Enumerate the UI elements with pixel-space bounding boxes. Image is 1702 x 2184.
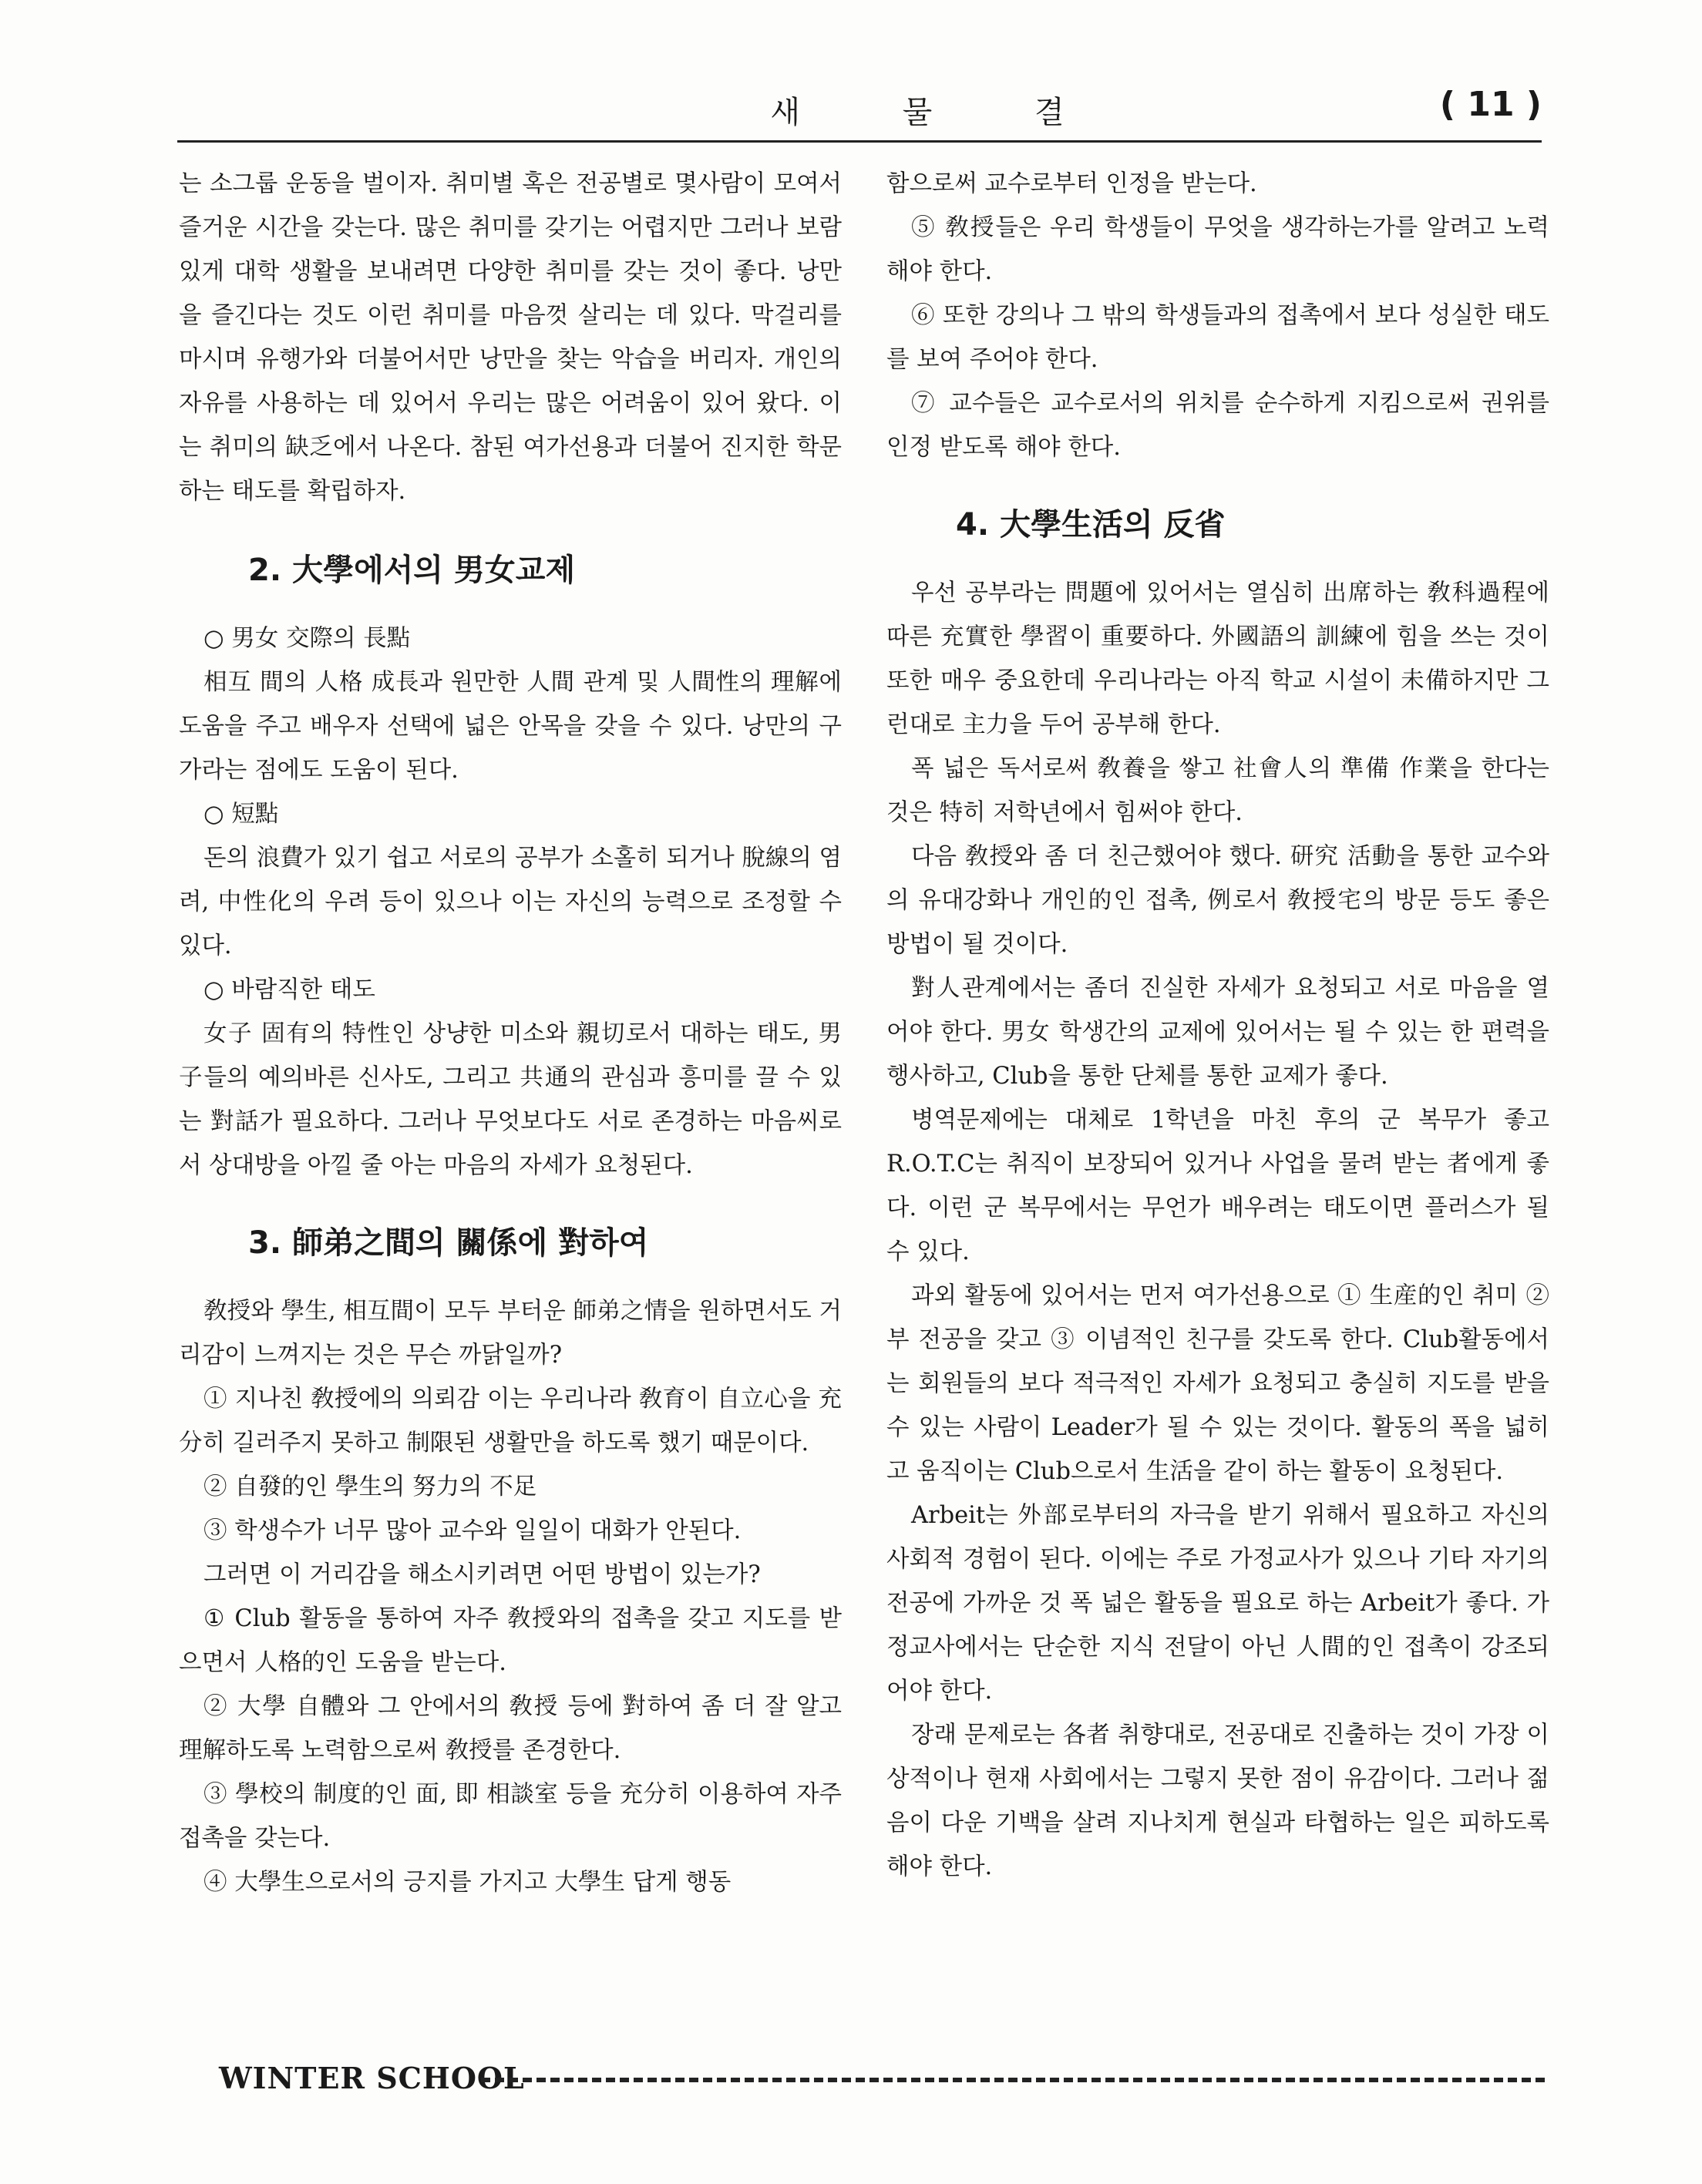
s2-cons-text: 돈의 浪費가 있기 쉽고 서로의 공부가 소홀히 되거나 脫線의 염려, 中性化의 우려 등이 있으나 이는 자신의 능력으로 조정할 수 있다. (179, 845, 842, 959)
right-column (886, 162, 1549, 1889)
right-intro-paragraph: ⑦ 교수들은 교수로서의 위치를 순수하게 지킴으로써 권위를 인정 받도록 해야 한다. (886, 390, 1549, 461)
s3-paragraph: ② 自發的인 學生의 努力의 不足 (204, 1473, 537, 1500)
s2-pros-label: ○ 男女 交際의 長點 (204, 625, 411, 652)
section-3-heading: 3. 師弟之間의 關係에 對하여 (248, 1225, 649, 1261)
s2-attitude-text: 女子 固有의 特性인 상냥한 미소와 親切로서 대하는 태도, 男子들의 예의바른 신사도, 그리고 共通의 관심과 흥미를 끌 수 있는 對話가 필요하다. 그러나 무엇보다도 서로 존경하는 마음씨로서 상대방을 아낄 줄 아는 마음의 자세가 요청된다. (179, 1020, 842, 1179)
header-rule (177, 140, 1542, 143)
s3-paragraph: ② 大學 自體와 그 안에서의 敎授 등에 對하여 좀 더 잘 알고 理解하도록 노력함으로써 敎授를 존경한다. (179, 1693, 842, 1764)
s4-paragraph: 장래 문제로는 各者 취향대로, 전공대로 진출하는 것이 가장 이상적이나 현재 사회에서는 그렇지 못한 점이 유감이다. 그러나 젊음이 다운 기백을 살려 지나치게 현실과 타협하는 일은 피하도록 해야 한다. (886, 1722, 1549, 1880)
s2-attitude-label: ○ 바람직한 태도 (204, 976, 375, 1003)
section-4-heading: 4. 大學生活의 反省 (956, 507, 1226, 543)
s4-paragraph: 병역문제에는 대체로 1학년을 마친 후의 군 복무가 좋고 R.O.T.C는 취직이 보장되어 있거나 사업을 물려 받는 者에게 좋다. 이런 군 복무에서는 무언가 배우려는 태도이면 플러스가 될 수 있다. (886, 1107, 1549, 1265)
left-column (179, 162, 842, 1904)
s3-paragraph: ① Club 활동을 통하여 자주 敎授와의 접촉을 갖고 지도를 받으면서 人格的인 도움을 받는다. (179, 1605, 842, 1676)
s3-paragraph: 그러면 이 거리감을 해소시키려면 어떤 방법이 있는가? (204, 1561, 761, 1588)
footer-label: WINTER SCHOOL (219, 2061, 525, 2095)
s4-paragraph: 우선 공부라는 問題에 있어서는 열심히 出席하는 敎科過程에 따른 充實한 學習이 重要하다. 外國語의 訓練에 힘을 쓰는 것이 또한 매우 중요한데 우리나라는 아직 학교 시설이 未備하지만 그런대로 主力을 두어 공부해 한다. (886, 580, 1549, 738)
left-intro-paragraph: 는 소그룹 운동을 벌이자. 취미별 혹은 전공별로 몇사람이 모여서 즐거운 시간을 갖는다. 많은 취미를 갖기는 어렵지만 그러나 보람있게 대학 생활을 보내려면 다양한 취미를 갖는 것이 좋다. 낭만을 즐긴다는 것도 이런 취미를 마음껏 살리는 데 있다. 막걸리를 마시며 유행가와 더불어서만 낭만을 찾는 악습을 버리자. 개인의 자유를 사용하는 데 있어서 우리는 많은 어려움이 있어 왔다. 이는 취미의 缺乏에서 나온다. 참된 여가선용과 더불어 진지한 학문하는 태도를 확립하자. (179, 170, 842, 505)
section-2-heading: 2. 大學에서의 男女교제 (248, 553, 576, 588)
right-intro-paragraph: ⑤ 敎授들은 우리 학생들이 무엇을 생각하는가를 알려고 노력해야 한다. (886, 214, 1549, 285)
s2-cons-label: ○ 短點 (204, 801, 279, 828)
s3-paragraph: 敎授와 學生, 相互間이 모두 부터운 師弟之情을 원하면서도 거리감이 느껴지는 것은 무슨 까닭일까? (179, 1298, 842, 1369)
s4-paragraph: 과외 활동에 있어서는 먼저 여가선용으로 ① 生産的인 취미 ② 부 전공을 갖고 ③ 이념적인 친구를 갖도록 한다. Club활동에서는 회원들의 보다 적극적인 자세가 요청되고 충실히 지도를 받을 수 있는 사람이 Leader가 될 수 있는 것이다. 활동의 폭을 넓히고 움직이는 Club으로서 生活을 같이 하는 활동이 요청된다. (886, 1282, 1549, 1485)
page-number: ( 11 ) (1439, 85, 1542, 124)
right-intro-paragraph: ⑥ 또한 강의나 그 밖의 학생들과의 접촉에서 보다 성실한 태도를 보여 주어야 한다. (886, 302, 1549, 373)
s4-paragraph: Arbeit는 外部로부터의 자극을 받기 위해서 필요하고 자신의 사회적 경험이 된다. 이에는 주로 가정교사가 있으나 기타 자기의 전공에 가까운 것 폭 넓은 활동을 필요로 하는 Arbeit가 좋다. 가정교사에서는 단순한 지식 전달이 아닌 人間的인 접촉이 강조되어야 한다. (886, 1502, 1549, 1705)
magazine-title: 새 물 결 (770, 95, 1111, 130)
page-footer (219, 2061, 1545, 2099)
s3-paragraph: ③ 學校의 制度的인 面, 即 相談室 등을 充分히 이용하여 자주 접촉을 갖는다. (179, 1781, 842, 1852)
s3-paragraph: ① 지나친 敎授에의 의뢰감 이는 우리나라 敎育이 自立心을 充分히 길러주지 못하고 制限된 생활만을 하도록 했기 때문이다. (179, 1386, 842, 1457)
right-intro-paragraph: 함으로써 교수로부터 인정을 받는다. (886, 170, 1257, 197)
s4-paragraph: 폭 넓은 독서로써 敎養을 쌓고 社會人의 準備 作業을 한다는 것은 特히 저학년에서 힘써야 한다. (886, 755, 1549, 826)
s3-paragraph: ④ 大學生으로서의 긍지를 가지고 大學生 답게 행동 (204, 1869, 732, 1896)
s3-paragraph: ③ 학생수가 너무 많아 교수와 일일이 대화가 안된다. (204, 1517, 742, 1544)
s4-paragraph: 對人관계에서는 좀더 진실한 자세가 요청되고 서로 마음을 열어야 한다. 男女 학생간의 교제에 있어서는 될 수 있는 한 편력을 행사하고, Club을 통한 단체를 통한 교제가 좋다. (886, 975, 1549, 1090)
s2-pros-text: 相互 間의 人格 成長과 원만한 人間 관계 및 人間性의 理解에 도움을 주고 배우자 선택에 넓은 안목을 갖을 수 있다. 낭만의 구가라는 점에도 도움이 된다. (179, 669, 842, 784)
page-header (177, 77, 1542, 146)
s4-paragraph: 다음 敎授와 좀 더 친근했어야 했다. 研究 活動을 통한 교수와의 유대강화나 개인的인 접촉, 例로서 敎授宅의 방문 등도 좋은 방법이 될 것이다. (886, 843, 1549, 958)
footer-dashed-rule (481, 2078, 1545, 2082)
